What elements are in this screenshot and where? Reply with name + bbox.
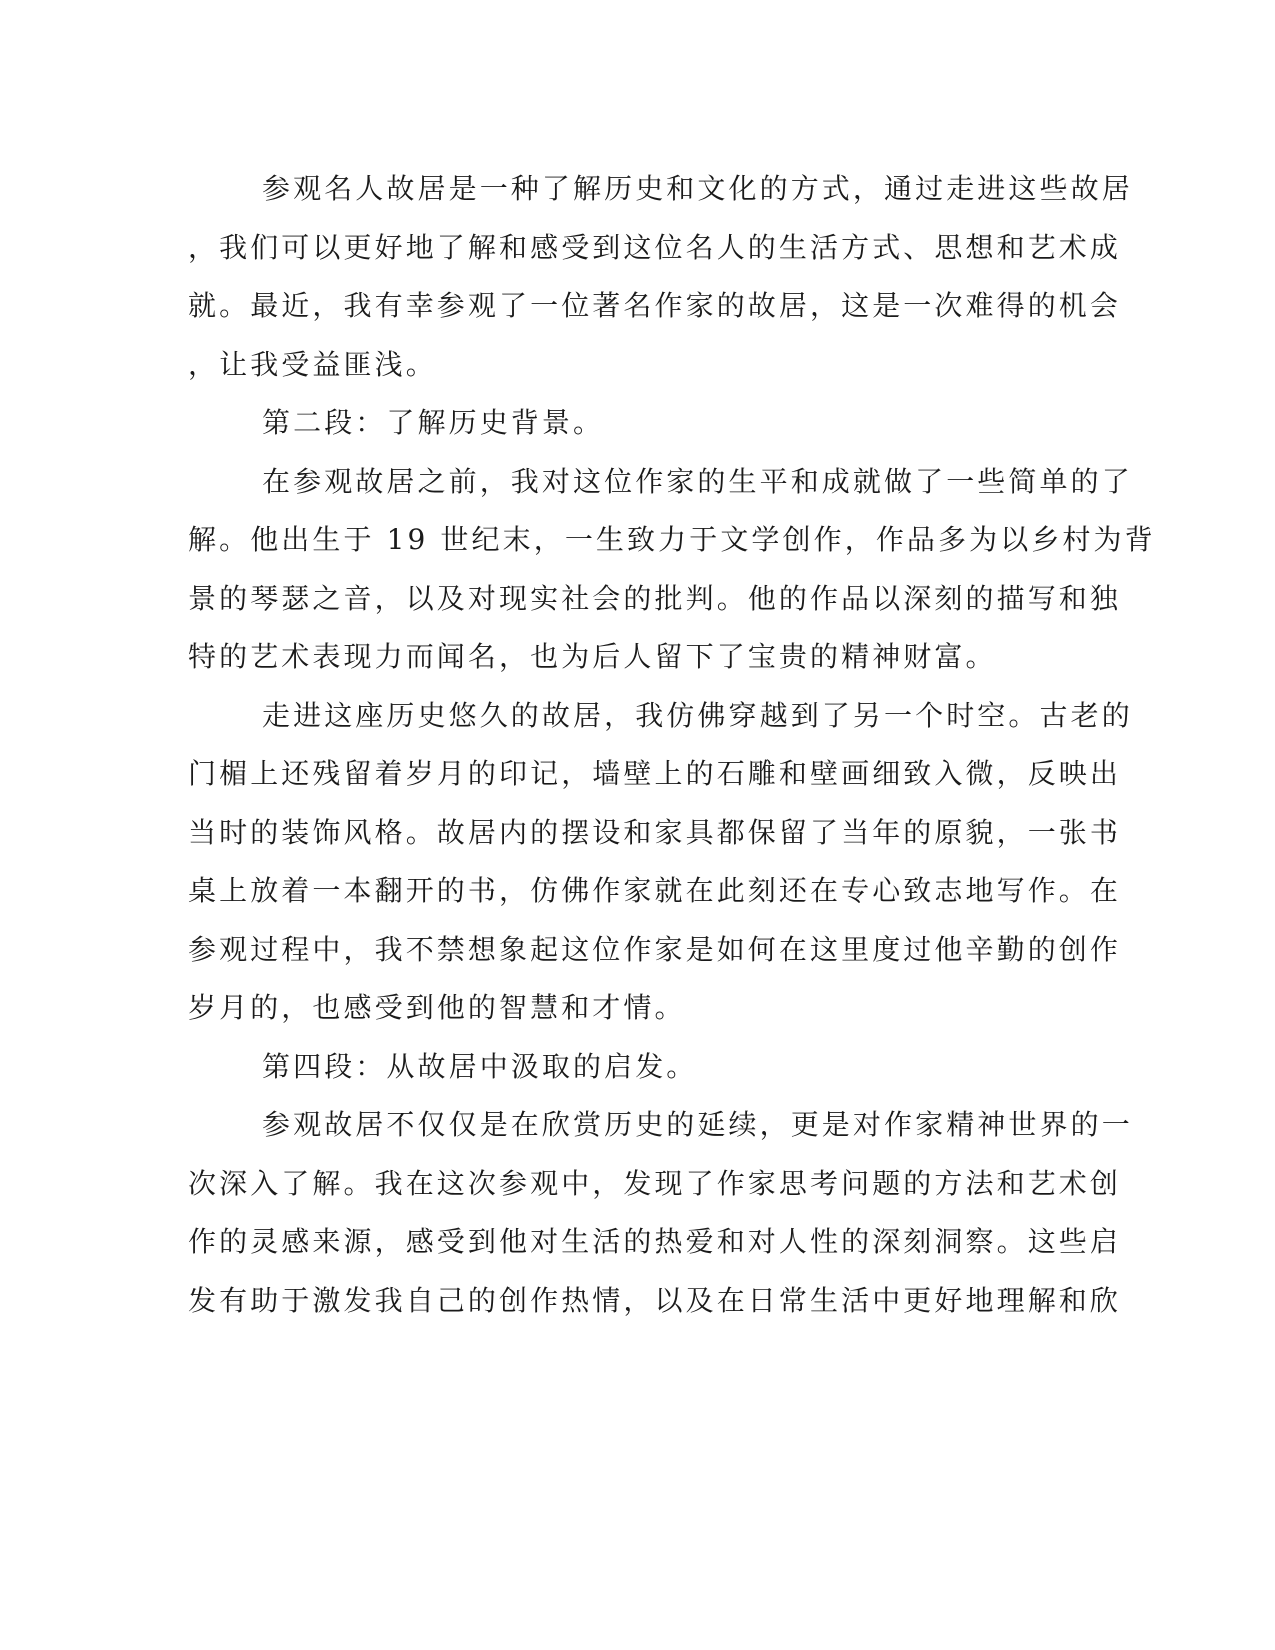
paragraph-1-line-1: 参观名人故居是一种了解历史和文化的方式，通过走进这些故居 [262, 172, 1133, 205]
paragraph-2-line-4: 特的艺术表现力而闻名，也为后人留下了宝贵的精神财富。 [188, 640, 997, 673]
paragraph-3-line-5: 参观过程中，我不禁想象起这位作家是如何在这里度过他辛勤的创作 [188, 932, 1122, 966]
paragraph-1-line-4: ，让我受益匪浅。 [188, 347, 437, 381]
paragraph-2-line-1: 在参观故居之前，我对这位作家的生平和成就做了一些简单的了 [262, 464, 1133, 498]
paragraph-1-line-3: 就。最近，我有幸参观了一位著名作家的故居，这是一次难得的机会 [188, 289, 1122, 322]
paragraph-3-line-4: 桌上放着一本翻开的书，仿佛作家就在此刻还在专心致志地写作。在 [188, 874, 1122, 907]
document-body [188, 160, 1156, 1330]
paragraph-3-line-3: 当时的装饰风格。故居内的摆设和家具都保留了当年的原貌，一张书 [188, 815, 1122, 849]
paragraph-3-line-1: 走进这座历史悠久的故居，我仿佛穿越到了另一个时空。古老的 [262, 698, 1133, 732]
paragraph-2-line-3: 景的琴瑟之音，以及对现实社会的批判。他的作品以深刻的描写和独 [188, 581, 1122, 615]
paragraph-2-line-2: 解。他出生于 19 世纪末，一生致力于文学创作，作品多为以乡村为背 [188, 523, 1156, 556]
paragraph-4-line-3: 作的灵感来源，感受到他对生活的热爱和对人性的深刻洞察。这些启 [188, 1225, 1122, 1258]
paragraph-1-line-2: ，我们可以更好地了解和感受到这位名人的生活方式、思想和艺术成 [188, 230, 1122, 264]
paragraph-3-line-6: 岁月的，也感受到他的智慧和才情。 [188, 991, 686, 1024]
section-heading-2: 第二段：了解历史背景。 [262, 406, 605, 439]
paragraph-3-line-2: 门楣上还残留着岁月的印记，墙壁上的石雕和壁画细致入微，反映出 [188, 757, 1122, 790]
paragraph-4-line-2: 次深入了解。我在这次参观中，发现了作家思考问题的方法和艺术创 [188, 1166, 1122, 1200]
paragraph-4-line-1: 参观故居不仅仅是在欣赏历史的延续，更是对作家精神世界的一 [262, 1108, 1133, 1141]
paragraph-4-line-4: 发有助于激发我自己的创作热情，以及在日常生活中更好地理解和欣 [188, 1283, 1122, 1317]
section-heading-4: 第四段：从故居中汲取的启发。 [262, 1049, 698, 1083]
